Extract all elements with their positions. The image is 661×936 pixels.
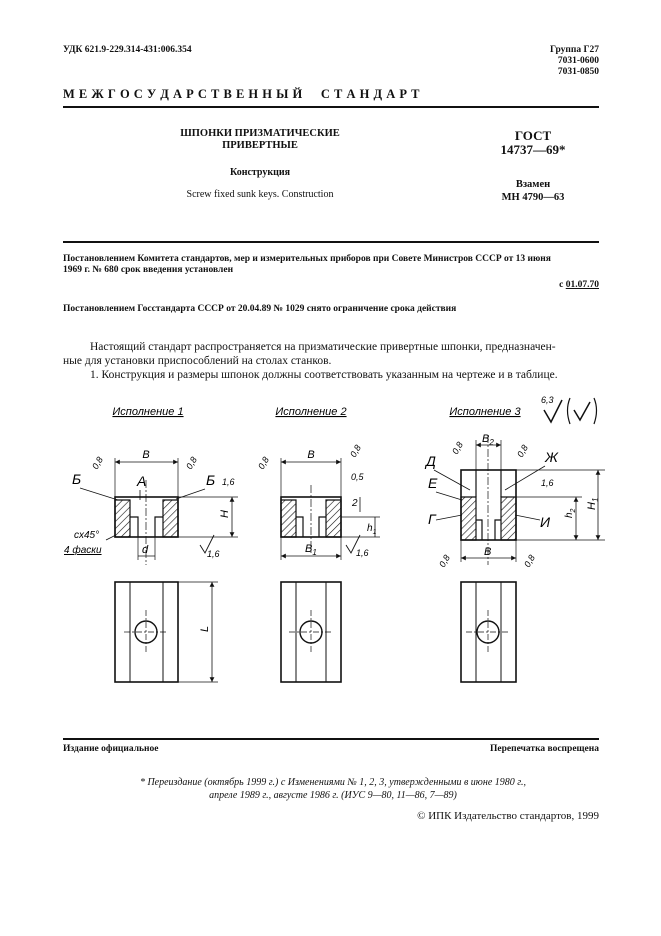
dim-B2 — [482, 433, 494, 447]
banner-rule — [63, 106, 599, 108]
dim-h2-letter: h — [564, 512, 575, 518]
dim-h1-letter: h — [367, 523, 373, 534]
roughness-value: 6,3 — [541, 395, 554, 405]
variant-1-plan — [115, 582, 218, 682]
official-edition: Издание официальное — [63, 744, 159, 754]
roughness-1-6-top: 1,6 — [222, 477, 235, 487]
key-drawing — [0, 390, 661, 740]
variant-1-title: Исполнение 1 — [112, 406, 184, 418]
copyright: © ИПК Издательство стандартов, 1999 — [417, 810, 599, 822]
label-Zh: Ж — [545, 449, 558, 465]
dim-H1-index: 1 — [591, 497, 600, 503]
replaces-block — [478, 178, 588, 204]
dim-h1-index: 1 — [372, 529, 377, 536]
title-line-2: ПРИВЕРТНЫЕ — [222, 140, 298, 151]
chamfer-size: cx45° — [74, 530, 100, 541]
roughness-0-8-top-left: 0,8 — [450, 440, 465, 456]
roughness-0-8-right: 0,8 — [184, 455, 199, 471]
title-line-1: ШПОНКИ ПРИЗМАТИЧЕСКИЕ — [180, 128, 340, 139]
paragraph-line-2: ные для установки приспособлений на столах станков. — [63, 355, 332, 367]
roughness-0-8-left: 0,8 — [90, 455, 105, 471]
label-B-right: Б — [206, 472, 216, 488]
dim-B: B — [307, 449, 315, 461]
dim-B1-index: 1 — [312, 548, 317, 557]
roughness-1-6-bottom: 1,6 — [207, 549, 220, 559]
roughness-0-8-bottom-left: 0,8 — [437, 553, 452, 569]
effective-date — [559, 280, 599, 291]
roughness-1-6: 1,6 — [541, 478, 554, 488]
reprint-prohibited: Перепечатка воспрещена — [489, 744, 599, 754]
udk-code: УДК 621.9-229.314-431:006.354 — [63, 45, 192, 55]
replaces-label: Взамен — [515, 179, 551, 190]
dim-H1 — [586, 498, 600, 510]
label-I: И — [540, 514, 551, 530]
dim-B: B — [484, 546, 492, 558]
roughness-0-8-bottom-right: 0,8 — [522, 553, 537, 569]
decree-1 — [63, 254, 603, 276]
label-B-left: Б — [72, 471, 82, 487]
variant-2-plan — [281, 582, 341, 682]
dim-h2-index: 2 — [570, 508, 577, 513]
label-D: Д — [426, 453, 436, 469]
variant-3-section — [424, 433, 605, 569]
okp-code-2: 7031-0850 — [557, 67, 599, 77]
decree-1-line-2: 1969 г. № 680 срок введения установлен — [63, 265, 234, 275]
subtitle: Конструкция — [229, 167, 291, 178]
dim-B2-letter: B — [482, 433, 490, 445]
group-code: Группа Г27 — [550, 45, 599, 55]
english-title: Screw fixed sunk keys. Construction — [186, 189, 334, 200]
decree-1-line-1: Постановлением Комитета стандартов, мер и измерительных приборов при Совете Министров СССР от 13 июня — [63, 254, 551, 264]
variant-1-section — [64, 449, 238, 565]
dim-B: B — [142, 449, 150, 461]
decree-2: Постановлением Госстандарта СССР от 20.04.89 № 1029 снято ограничение срока действия — [63, 304, 457, 314]
variant-2-section — [256, 443, 380, 560]
roughness-symbol — [541, 395, 597, 424]
title-rule — [63, 241, 599, 243]
dim-H: H — [219, 510, 231, 518]
standard-title — [150, 128, 370, 152]
roughness-0-8-left: 0,8 — [256, 455, 271, 471]
dim-B2-index: 2 — [489, 438, 494, 447]
item-1: 1. Конструкция и размеры шпонок должны соответствовать указанным на чертеже и в таблице. — [90, 369, 558, 381]
variant-3-plan — [461, 582, 516, 682]
label-A: А — [137, 473, 147, 489]
roughness-0-8-right: 0,8 — [348, 443, 363, 459]
dim-B1-letter: B — [305, 543, 313, 555]
okp-code-1: 7031-0600 — [557, 56, 599, 66]
classification-group — [550, 45, 599, 78]
variant-2-title: Исполнение 2 — [275, 406, 347, 418]
reissue-note-line-2: апреле 1989 г., августе 1986 г. (ИУС 9—80, 11—86, 7—89) — [209, 790, 457, 801]
dim-B1 — [305, 543, 317, 557]
dim-L: L — [199, 625, 211, 632]
reissue-note — [63, 776, 603, 802]
gost-designation — [478, 129, 588, 157]
roughness-0-8-top-right: 0,8 — [515, 443, 530, 459]
chamfer-count: 4 фаски — [64, 545, 102, 556]
body-text — [63, 340, 603, 382]
replaces-standard: МН 4790—63 — [501, 192, 565, 203]
footer-rule — [63, 738, 599, 740]
label-E: Е — [428, 475, 438, 491]
effective-date-value: 01.07.70 — [565, 280, 599, 290]
reissue-note-line-1: * Переиздание (октябрь 1999 г.) с Изменениями № 1, 2, 3, утвержденными в июне 1980 г., — [139, 777, 527, 788]
gost-label: ГОСТ — [514, 128, 552, 143]
effective-prefix: с — [559, 280, 564, 290]
interstate-standard-banner: М Е Ж Г О С У Д А Р С Т В Е Н Н Ы Й С Т А Н Д А Р Т — [63, 87, 420, 101]
label-G: Г — [428, 511, 436, 527]
dim-0-5: 0,5 — [351, 472, 364, 482]
paragraph-line-1: Настоящий стандарт распространяется на призматические привертные шпонки, предназначен- — [90, 341, 556, 353]
dim-h2 — [564, 508, 577, 518]
gost-number: 14737—69* — [500, 142, 566, 157]
dim-H1-letter: H — [586, 502, 598, 510]
roughness-1-6: 1,6 — [356, 548, 369, 558]
dim-2: 2 — [352, 498, 358, 509]
variant-3-title: Исполнение 3 — [449, 406, 521, 418]
dim-d: d — [142, 544, 149, 556]
